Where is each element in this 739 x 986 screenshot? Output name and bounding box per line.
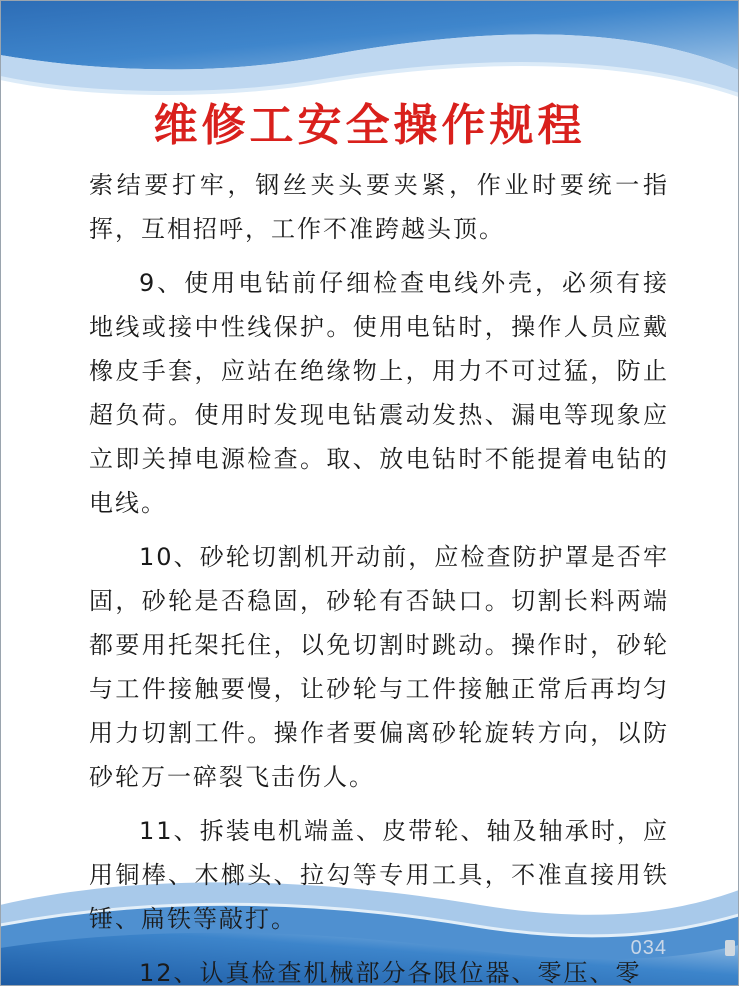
paragraph-continuation: 索结要打牢，钢丝夹头要夹紧，作业时要统一指挥，互相招呼，工作不准跨越头顶。	[89, 171, 669, 243]
regulation-body	[89, 163, 669, 986]
paragraph-item-9: 9、使用电钻前仔细检查电线外壳，必须有接地线或接中性线保护。使用电钻时，操作人员应戴橡皮手套，应站在绝缘物上，用力不可过猛，防止超负荷。使用时发现电钻震动发热、漏电等现象应立即关掉电源检查。取、放电钻时不能提着电钻的电线。	[89, 269, 669, 517]
paragraph-item-10: 10、砂轮切割机开动前，应检查防护罩是否牢固，砂轮是否稳固，砂轮有否缺口。切割长料两端都要用托架托住，以免切割时跳动。操作时，砂轮与工件接触要慢，让砂轮与工件接触正常后再均匀用力切割工件。操作者要偏离砂轮旋转方向，以防砂轮万一碎裂飞击伤人。	[89, 543, 669, 791]
corner-mark	[725, 940, 735, 956]
paragraph-item-12: 12、认真检查机械部分各限位器、零压、零	[139, 959, 642, 986]
page-title: 维修工安全操作规程	[153, 100, 586, 151]
paragraph-item-11: 11、拆装电机端盖、皮带轮、轴及轴承时，应用铜棒、木榔头、拉勾等专用工具，不准直接用铁锤、扁铁等敲打。	[89, 817, 669, 933]
page-number: 034	[630, 937, 667, 959]
